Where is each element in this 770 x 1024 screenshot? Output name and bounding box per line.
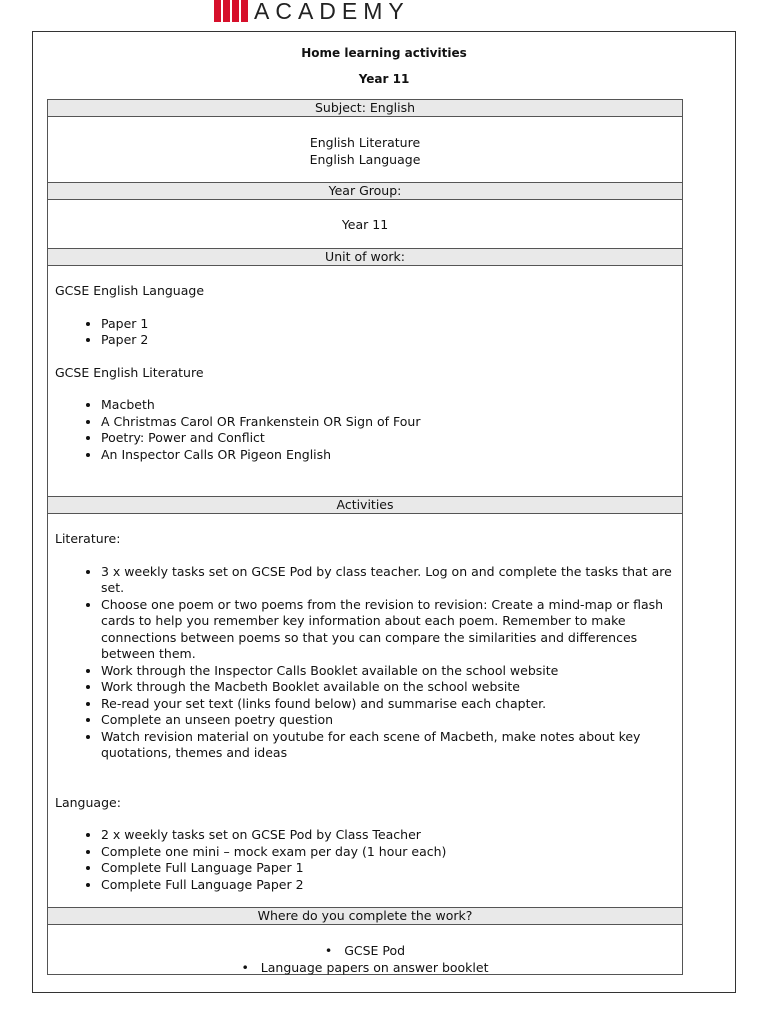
where-item: • Language papers on answer booklet	[241, 960, 489, 975]
where-header: Where do you complete the work?	[48, 908, 682, 925]
list-item: • Complete Full Language Paper 2	[101, 877, 672, 894]
year-group-section	[48, 183, 682, 249]
unit-header: Unit of work:	[48, 249, 682, 266]
activities-language-list	[55, 827, 672, 893]
document-title: Home learning activities	[301, 46, 467, 60]
list-item: • Choose one poem or two poems from the revision to revision: Create a mind-map or flash cards to help you remember key information about each poem. Remember to make connections between poems so that you can compare the similarities and differences between them.	[101, 597, 672, 663]
list-item: • Paper 2	[101, 332, 682, 349]
list-item: • Work through the Inspector Calls Booklet available on the school website	[101, 663, 672, 680]
document-frame	[32, 31, 736, 993]
year-group-header: Year Group:	[48, 183, 682, 200]
unit-language-list	[55, 316, 682, 349]
subject-body	[48, 117, 682, 182]
list-item: • Re-read your set text (links found below) and summarise each chapter.	[101, 696, 672, 713]
list-item: • Complete Full Language Paper 1	[101, 860, 672, 877]
list-item: • A Christmas Carol OR Frankenstein OR Sign of Four	[101, 414, 682, 431]
list-item: • Macbeth	[101, 397, 682, 414]
subject-line: English Literature	[309, 135, 421, 150]
unit-language-heading: GCSE English Language	[55, 283, 205, 298]
year-group-body	[48, 200, 682, 248]
list-item: • Poetry: Power and Conflict	[101, 430, 682, 447]
list-item: • Complete one mini – mock exam per day (1 hour each)	[101, 844, 672, 861]
list-item: • Work through the Macbeth Booklet available on the school website	[101, 679, 672, 696]
where-body	[48, 925, 682, 974]
document-year: Year 11	[358, 72, 410, 86]
year-group-value: Year 11	[341, 217, 389, 232]
subject-header: Subject: English	[48, 100, 682, 117]
list-item: • An Inspector Calls OR Pigeon English	[101, 447, 682, 464]
list-item: • Complete an unseen poetry question	[101, 712, 672, 729]
activities-header: Activities	[48, 497, 682, 514]
academy-logo	[214, 0, 410, 22]
activities-language-heading: Language:	[55, 794, 121, 810]
list-item: • Paper 1	[101, 316, 682, 333]
activities-body	[48, 514, 682, 907]
unit-literature-list	[55, 397, 682, 463]
activities-literature-heading: Literature:	[55, 531, 121, 546]
unit-section	[48, 249, 682, 497]
where-item: • GCSE Pod	[324, 943, 406, 958]
activity-table	[47, 99, 683, 975]
logo-text: ACADEMY	[254, 0, 410, 24]
activities-literature-list	[55, 564, 672, 762]
logo-mark-icon	[214, 0, 248, 22]
list-item: • 3 x weekly tasks set on GCSE Pod by class teacher. Log on and complete the tasks that are set.	[101, 564, 672, 597]
subject-section	[48, 100, 682, 183]
unit-body	[48, 266, 682, 496]
list-item: • Watch revision material on youtube for each scene of Macbeth, make notes about key quotations, themes and ideas	[101, 729, 672, 762]
unit-literature-heading: GCSE English Literature	[55, 364, 204, 380]
activities-section	[48, 497, 682, 908]
list-item: • 2 x weekly tasks set on GCSE Pod by Class Teacher	[101, 827, 672, 844]
subject-line: English Language	[309, 152, 421, 167]
where-section	[48, 908, 682, 974]
